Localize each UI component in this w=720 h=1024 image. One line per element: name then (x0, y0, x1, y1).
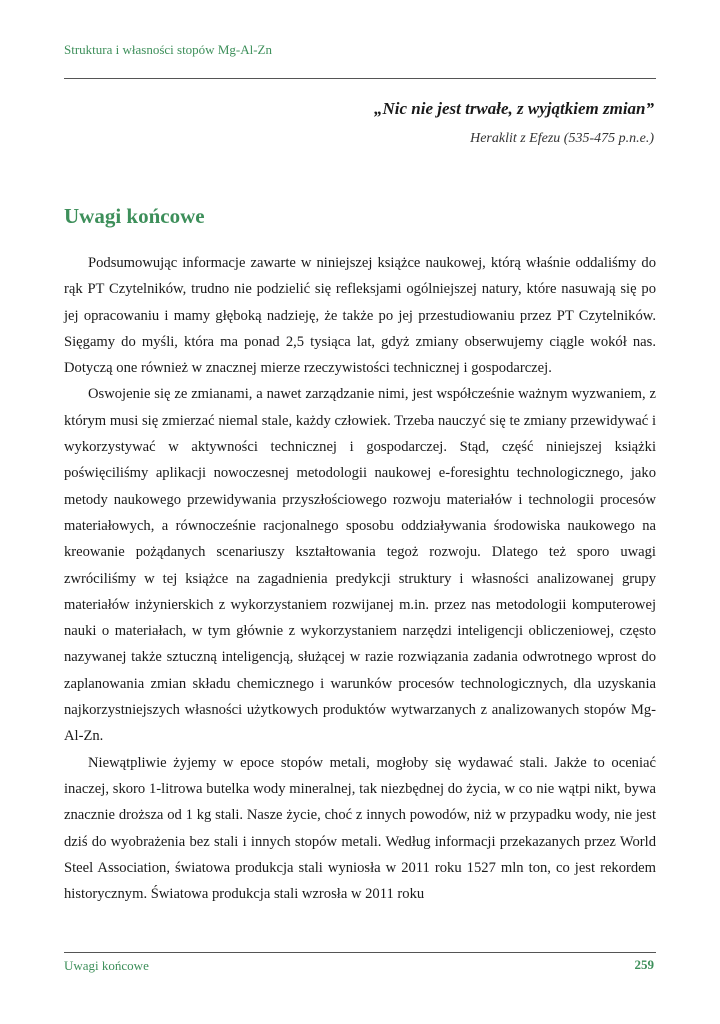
epigraph-quote: „Nic nie jest trwałe, z wyjątkiem zmian” (373, 99, 654, 118)
body-text (64, 250, 656, 907)
paragraph: Niewątpliwie żyjemy w epoce stopów metali, mogłoby się wydawać stali. Jakże to oceniać inaczej, skoro 1-litrowa butelka wody mineralnej, tak niezbędnej do życia, w co nie wątpi nikt, bywa znacznie droższa od 1 kg stali. Nasze życie, choć z innych powodów, niż w przypadku wody, nie jest dziś do wyobrażenia bez stali i innych stopów metali. Według informacji przekazanych przez World Steel Association, światowa produkcja stali wyniosła w 2011 roku 1527 mln ton, co jest rekordem historycznym. Światowa produkcja stali wzrosła w 2011 roku (64, 754, 656, 903)
page-number: 259 (634, 957, 654, 972)
paragraph: Oswojenie się ze zmianami, a nawet zarządzanie nimi, jest współcześnie ważnym wyzwaniem, z którym musi się zmierzać niemal stale, każdy człowiek. Trzeba nauczyć się te zmiany przewidywać i wykorzystywać w aktywności technicznej i gospodarczej. Stąd, część niniejszej książki poświęciliśmy aplikacji nowoczesnej metodologii naukowej e-foresightu technologicznego, jako metody naukowego przewidywania przyszłościowego rozwoju materiałów i technologii procesów materiałowych, a równocześnie racjonalnego sposobu oddziaływania środowiska naukowego na kreowanie pożądanych scenariuszy kształtowania tegoż rozwoju. Dlatego też sporo uwagi zwróciliśmy w tej książce na zagadnienia predykcji struktury i własności analizowanej grupy materiałów inżynierskich z wykorzystaniem rozwijanej m.in. przez nas metodologii komputerowej nauki o materiałach, w tym głównie z wykorzystaniem narzędzi inteligencji obliczeniowej, często nazywanej także sztuczną inteligencją, służącej w razie rozwiązania zadania odwrotnego wprost do zaplanowania zmian składu chemicznego i warunków procesów technologicznych, dla uzyskania najkorzystniejszych własności użytkowych produktów wytwarzanych z analizowanych stopów Mg-Al-Zn. (64, 386, 656, 745)
header-divider (64, 78, 656, 79)
footer-section-label: Uwagi końcowe (64, 958, 149, 973)
footer-divider (64, 952, 656, 953)
section-title: Uwagi końcowe (64, 204, 205, 228)
paragraph: Podsumowując informacje zawarte w niniejszej książce naukowej, którą właśnie oddaliśmy do rąk PT Czytelników, trudno nie podzielić się refleksjami ogólniejszej natury, które nasuwają się po jej opracowaniu i mamy głęboką nadzieję, że także po jej przestudiowaniu przez PT Czytelników. Sięgamy do myśli, która ma ponad 2,5 tysiąca lat, gdyż zmiany obserwujemy ciągle wokół nas. Dotyczą one również w znacznej mierze rzeczywistości technicznej i gospodarczej. (64, 255, 656, 377)
epigraph-author: Heraklit z Efezu (535-475 p.n.e.) (470, 131, 654, 146)
running-header: Struktura i własności stopów Mg-Al-Zn (64, 42, 272, 57)
